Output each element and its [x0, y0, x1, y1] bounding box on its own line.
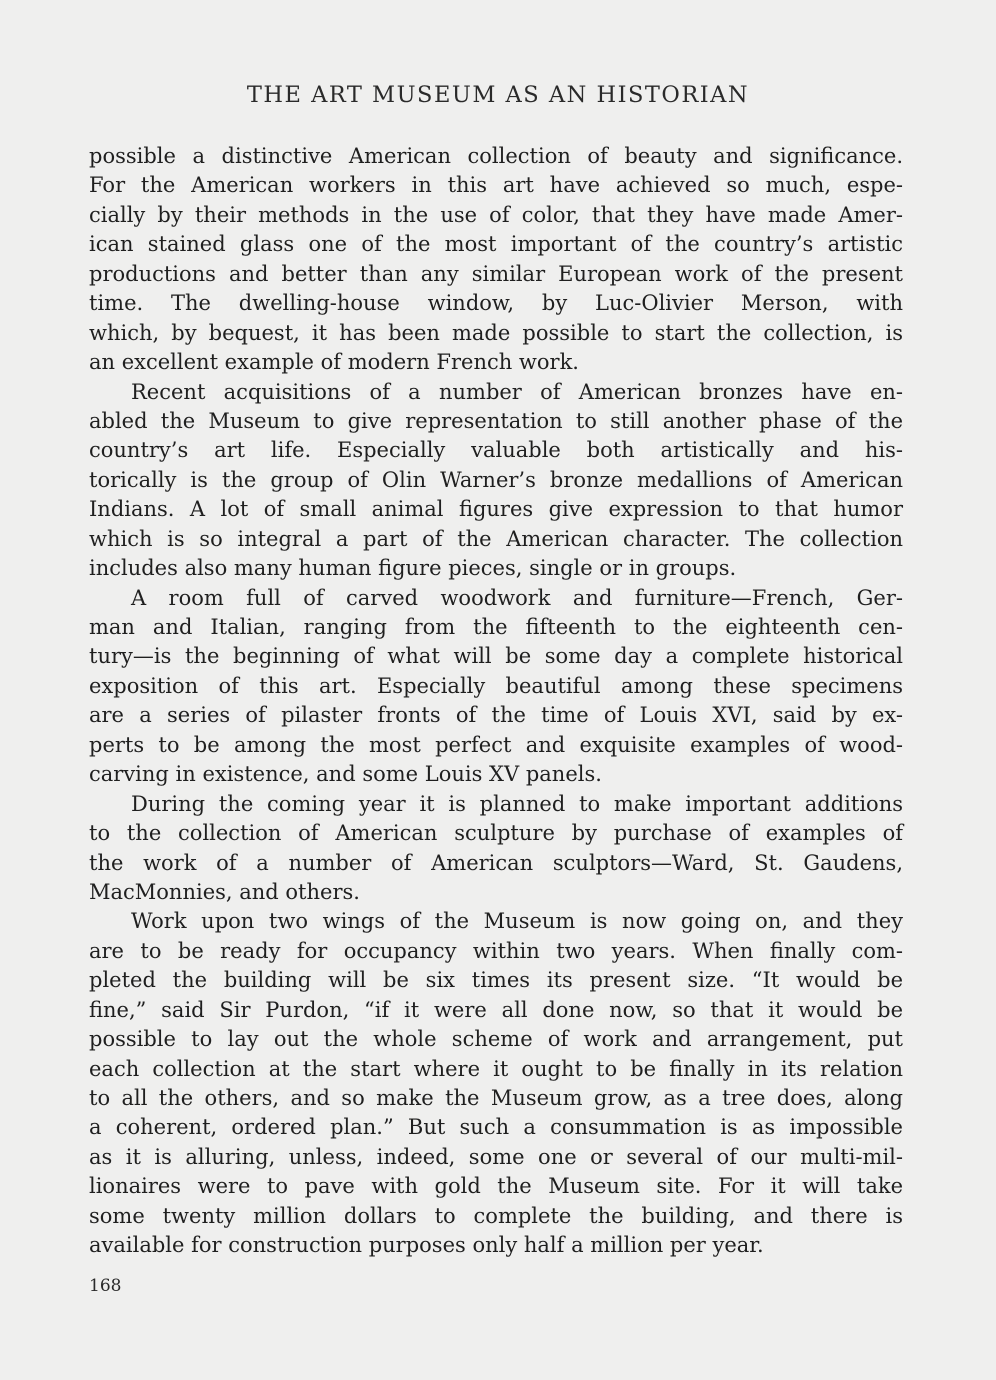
- text-line: are a series of pilaster fronts of the time of Louis XVI, said by ex-: [89, 703, 903, 728]
- text-line: fine,” said Sir Purdon, “if it were all done now, so that it would be: [89, 997, 903, 1022]
- text-line: ican stained glass one of the most important of the country’s artistic: [89, 232, 903, 257]
- text-line: possible a distinctive American collection of beauty and significance.: [89, 144, 903, 168]
- text-line: torically is the group of Olin Warner’s bronze medallions of American: [89, 467, 903, 492]
- text-line: productions and better than any similar European work of the present: [89, 261, 903, 286]
- text-line: available for construction purposes only half a million per year.: [89, 1233, 764, 1258]
- text-line: possible to lay out the whole scheme of work and arrangement, put: [89, 1027, 903, 1052]
- running-head: THE ART MUSEUM AS AN HISTORIAN: [246, 82, 750, 108]
- text-line: as it is alluring, unless, indeed, some one or several of our multi-mil-: [89, 1144, 903, 1169]
- text-line: the work of a number of American sculptors—Ward, St. Gaudens,: [89, 850, 903, 875]
- text-line: country’s art life. Especially valuable both artistically and his-: [89, 438, 903, 463]
- text-line: some twenty million dollars to complete the building, and there is: [89, 1203, 903, 1228]
- body-text: [89, 142, 903, 1261]
- text-line: an excellent example of modern French work.: [89, 350, 579, 375]
- text-line: to all the others, and so make the Museum grow, as a tree does, along: [89, 1086, 903, 1110]
- text-line: lionaires were to pave with gold the Museum site. For it will take: [89, 1174, 903, 1199]
- text-line: pleted the building will be six times its present size. “It would be: [89, 968, 903, 993]
- page-number: 168: [89, 1276, 122, 1296]
- text-line: a coherent, ordered plan.” But such a consummation is as impossible: [89, 1115, 903, 1140]
- text-line: includes also many human figure pieces, single or in groups.: [89, 556, 737, 581]
- text-line: man and Italian, ranging from the fifteenth to the eighteenth cen-: [89, 615, 903, 639]
- text-line: During the coming year it is planned to make important additions: [131, 791, 903, 816]
- text-line: MacMonnies, and others.: [89, 879, 360, 904]
- text-line: abled the Museum to give representation to still another phase of the: [89, 408, 903, 433]
- text-line: cially by their methods in the use of color, that they have made Amer-: [89, 202, 903, 227]
- text-line: tury—is the beginning of what will be some day a complete historical: [89, 644, 903, 669]
- text-line: each collection at the start where it ought to be finally in its relation: [89, 1056, 903, 1081]
- text-line: carving in existence, and some Louis XV panels.: [89, 762, 602, 787]
- text-line: Indians. A lot of small animal figures give expression to that humor: [89, 497, 903, 522]
- text-line: exposition of this art. Especially beautiful among these specimens: [89, 673, 903, 698]
- text-line: which, by bequest, it has been made possible to start the collection, is: [89, 320, 903, 345]
- text-line: Work upon two wings of the Museum is now going on, and they: [131, 909, 903, 934]
- text-line: which is so integral a part of the American character. The collection: [89, 526, 903, 551]
- text-line: time. The dwelling-house window, by Luc-Olivier Merson, with: [89, 291, 903, 316]
- text-line: A room full of carved woodwork and furniture—French, Ger-: [131, 585, 903, 610]
- text-line: For the American workers in this art have achieved so much, espe-: [89, 173, 903, 198]
- text-line: perts to be among the most perfect and exquisite examples of wood-: [89, 732, 903, 757]
- text-line: to the collection of American sculpture by purchase of examples of: [89, 821, 903, 846]
- text-line: are to be ready for occupancy within two years. When finally com-: [89, 938, 903, 963]
- text-line: Recent acquisitions of a number of American bronzes have en-: [131, 379, 903, 404]
